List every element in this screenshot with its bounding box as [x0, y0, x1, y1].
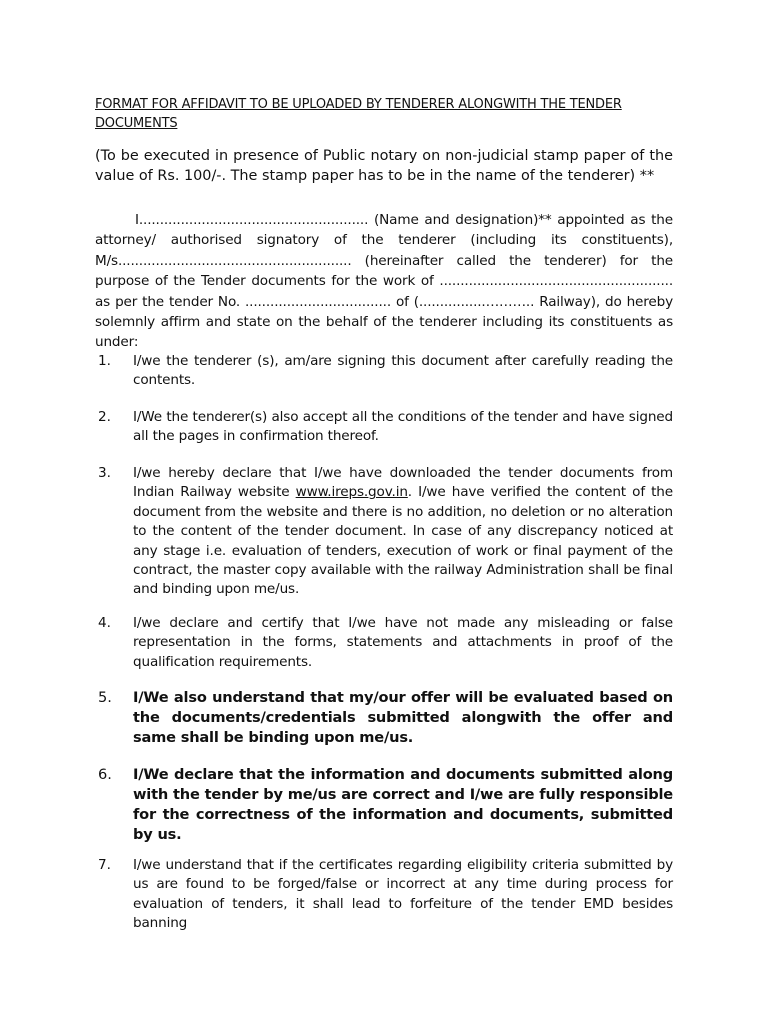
item-text: I/We also understand that my/our offer will be evaluated based on the documents/credentials submitted alongwith the offer and same shall be binding upon me/us.: [133, 689, 673, 746]
item-text: I/we declare and certify that I/we have not made any misleading or false representation in the forms, statements and attachments in proof of the qualification requirements.: [133, 615, 673, 670]
list-item-1: [98, 352, 673, 391]
document-title: FORMAT FOR AFFIDAVIT TO BE UPLOADED BY TENDERER ALONGWITH THE TENDER DOCUMENTS: [95, 97, 622, 131]
item-number: 4.: [98, 615, 111, 631]
item-number: 2.: [98, 409, 111, 425]
item-number: 5.: [98, 689, 112, 706]
item-text: I/We the tenderer(s) also accept all the conditions of the tender and have signed all the pages in confirmation thereof.: [133, 409, 673, 445]
item-text-part: I/we hereby declare that I/we have downloaded the tender documents from Indian Railway website: [133, 465, 673, 501]
list-item-5: [98, 688, 673, 748]
item-number: 3.: [98, 465, 111, 481]
opening-paragraph: I....................................................... (Name and designation)** appointed as the attorney/ authorised signatory of the tenderer (including its constituents), M/s........................................................ (hereinafter called the tenderer) for the purpose of the Tender documents for the work of ........................................................ as per the tender No. ................................... of (................……….. Railway), do hereby solemnly affirm and state on the behalf of the tenderer including its constituents as under:: [95, 212, 673, 351]
stamp-paper-instruction: (To be executed in presence of Public notary on non-judicial stamp paper of the value of Rs. 100/-. The stamp paper has to be in the name of the tenderer) **: [95, 148, 673, 184]
item-text: I/we understand that if the certificates regarding eligibility criteria submitted by us are found to be forged/false or incorrect at any time during process for evaluation of tenders, it shall lead to forfeiture of the tender EMD besides banning: [133, 857, 673, 932]
list-item-4: [98, 614, 673, 672]
ireps-website-link[interactable]: www.ireps.gov.in: [295, 484, 408, 501]
item-number: 1.: [98, 353, 111, 369]
list-item-6: [98, 765, 673, 845]
item-number: 7.: [98, 857, 111, 873]
item-text: I/We declare that the information and documents submitted along with the tender by me/us are correct and I/we are fully responsible for the correctness of the information and documents, submitted by us.: [133, 766, 673, 843]
item-number: 6.: [98, 766, 112, 783]
item-text: I/we the tenderer (s), am/are signing this document after carefully reading the contents.: [133, 353, 673, 389]
item-text-part: . I/we have verified the content of the document from the website and there is no addition, no deletion or no alteration to the content of the tender document. In case of any discrepancy noticed at any stage i.e. evaluation of tenders, execution of work or final payment of the contract, the master copy available with the railway Administration shall be final and binding upon me/us.: [133, 484, 673, 598]
list-item-3: [98, 464, 673, 600]
item-text: [133, 464, 673, 600]
list-item-7: [98, 856, 673, 934]
list-item-2: [98, 408, 673, 447]
